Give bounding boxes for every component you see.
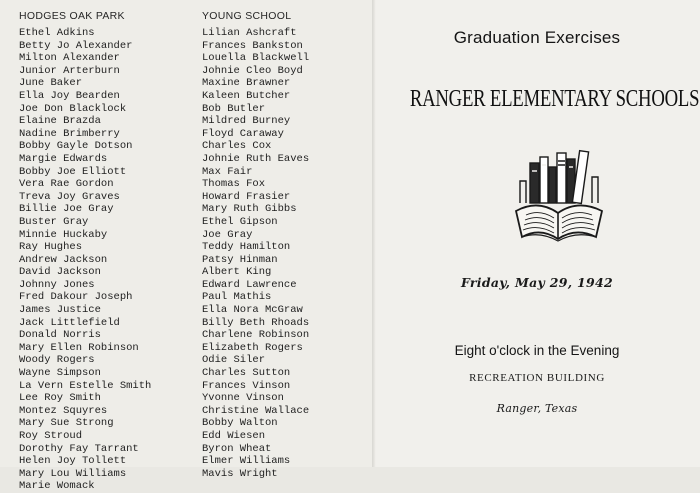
column-heading: YOUNG SCHOOL [202,10,292,22]
graduate-name: Fred Dakour Joseph [19,291,133,304]
graduate-name: Minnie Huckaby [19,228,108,241]
graduate-list [202,27,309,480]
ceremony-place: Ranger, Texas [496,402,578,415]
graduate-name: Kaleen Butcher [202,89,291,102]
graduate-name: Mary Lou Williams [19,467,127,480]
graduate-name: Teddy Hamilton [202,241,291,254]
graduate-name: Ethel Gipson [202,215,278,228]
graduate-name: Woody Rogers [19,354,95,367]
graduate-name: Elaine Brazda [19,115,101,128]
graduate-name: Bobby Walton [202,417,278,430]
graduate-name: Ethel Adkins [19,27,95,39]
graduate-name: Yvonne Vinson [202,392,284,405]
program-cover [374,0,700,467]
graduate-name: Charles Sutton [202,367,291,380]
graduate-name: Elmer Williams [202,455,291,468]
graduate-name: Treva Joy Graves [19,190,120,203]
young-school-column [202,10,309,480]
graduate-name: Joe Gray [202,228,253,241]
hodges-oak-park-column [19,10,151,493]
graduate-name: David Jackson [19,266,101,279]
graduate-name: Dorothy Fay Tarrant [19,442,139,455]
ceremony-venue: RECREATION BUILDING [469,372,605,384]
graduate-name: Margie Edwards [19,152,108,165]
graduate-name: Wayne Simpson [19,367,101,380]
graduate-name: Jack Littlefield [19,316,120,329]
graduate-name: Mildred Burney [202,115,291,128]
column-heading: HODGES OAK PARK [19,10,125,22]
program-title: Graduation Exercises [453,28,621,47]
graduate-name: Billy Beth Rhoads [202,316,310,329]
graduate-name: Lee Roy Smith [19,392,101,405]
graduate-name: Max Fair [202,165,253,178]
graduate-name: Charles Cox [202,140,272,153]
graduate-name: Mary Ellen Robinson [19,341,139,354]
graduate-name: Patsy Hinman [202,253,278,266]
graduate-name: Joe Don Blacklock [19,102,127,115]
graduate-name: Junior Arterburn [19,64,120,77]
graduate-name: June Baker [19,77,83,90]
ceremony-date: Friday, May 29, 1942 [460,275,614,290]
graduate-name: Johnie Ruth Eaves [202,152,310,165]
graduate-name: Roy Stroud [19,430,83,442]
graduate-name: Vera Rae Gordon [19,178,114,191]
school-name: RANGER ELEMENTARY SCHOOLS [409,86,700,112]
graduate-name: Bobby Gayle Dotson [19,140,133,153]
graduate-name: Edward Lawrence [202,278,297,291]
graduate-name: Albert King [202,266,272,279]
graduate-name: Ella Nora McGraw [202,304,303,317]
graduate-name: Edd Wiesen [202,430,266,442]
graduate-name: Betty Jo Alexander [19,39,133,52]
graduate-name: Marie Womack [19,480,95,493]
graduate-name: Christine Wallace [202,404,310,417]
graduate-name: Nadine Brimberry [19,127,120,140]
graduate-name: Frances Vinson [202,379,291,392]
graduate-name: Mary Sue Strong [19,417,114,430]
graduate-name: Charlene Robinson [202,329,310,342]
graduate-name: Andrew Jackson [19,253,108,266]
graduate-name: Thomas Fox [202,178,266,191]
graduate-name: Montez Squyres [19,404,108,417]
graduate-name: Donald Norris [19,329,101,342]
graduate-name: Louella Blackwell [202,52,310,65]
graduate-name: Elizabeth Rogers [202,341,303,354]
open-book-with-books-icon [512,141,606,245]
graduate-name: Helen Joy Tollett [19,455,127,468]
graduate-name: Howard Frasier [202,190,291,203]
graduate-name: Odie Siler [202,354,266,367]
graduate-list [19,27,151,493]
graduate-name: Lilian Ashcraft [202,27,297,39]
graduate-name: Frances Bankston [202,39,303,52]
graduate-name: Bobby Joe Elliott [19,165,127,178]
graduate-name: Mary Ruth Gibbs [202,203,297,216]
graduate-name: Buster Gray [19,215,89,228]
graduate-name: Paul Mathis [202,291,272,304]
graduate-name: Johnie Cleo Boyd [202,64,303,77]
graduate-name: Ray Hughes [19,241,83,254]
graduate-name: La Vern Estelle Smith [19,379,152,392]
graduate-name: Johnny Jones [19,278,95,291]
graduate-name: Bob Butler [202,102,266,115]
graduate-name: Billie Joe Gray [19,203,114,216]
graduate-name: James Justice [19,304,101,317]
graduate-name: Byron Wheat [202,442,272,455]
ceremony-time: Eight o'clock in the Evening [454,343,620,358]
graduate-name: Ella Joy Bearden [19,89,120,102]
graduate-name: Maxine Brawner [202,77,291,90]
graduate-name: Mavis Wright [202,467,278,480]
graduate-name: Floyd Caraway [202,127,284,140]
graduate-name: Milton Alexander [19,52,120,65]
